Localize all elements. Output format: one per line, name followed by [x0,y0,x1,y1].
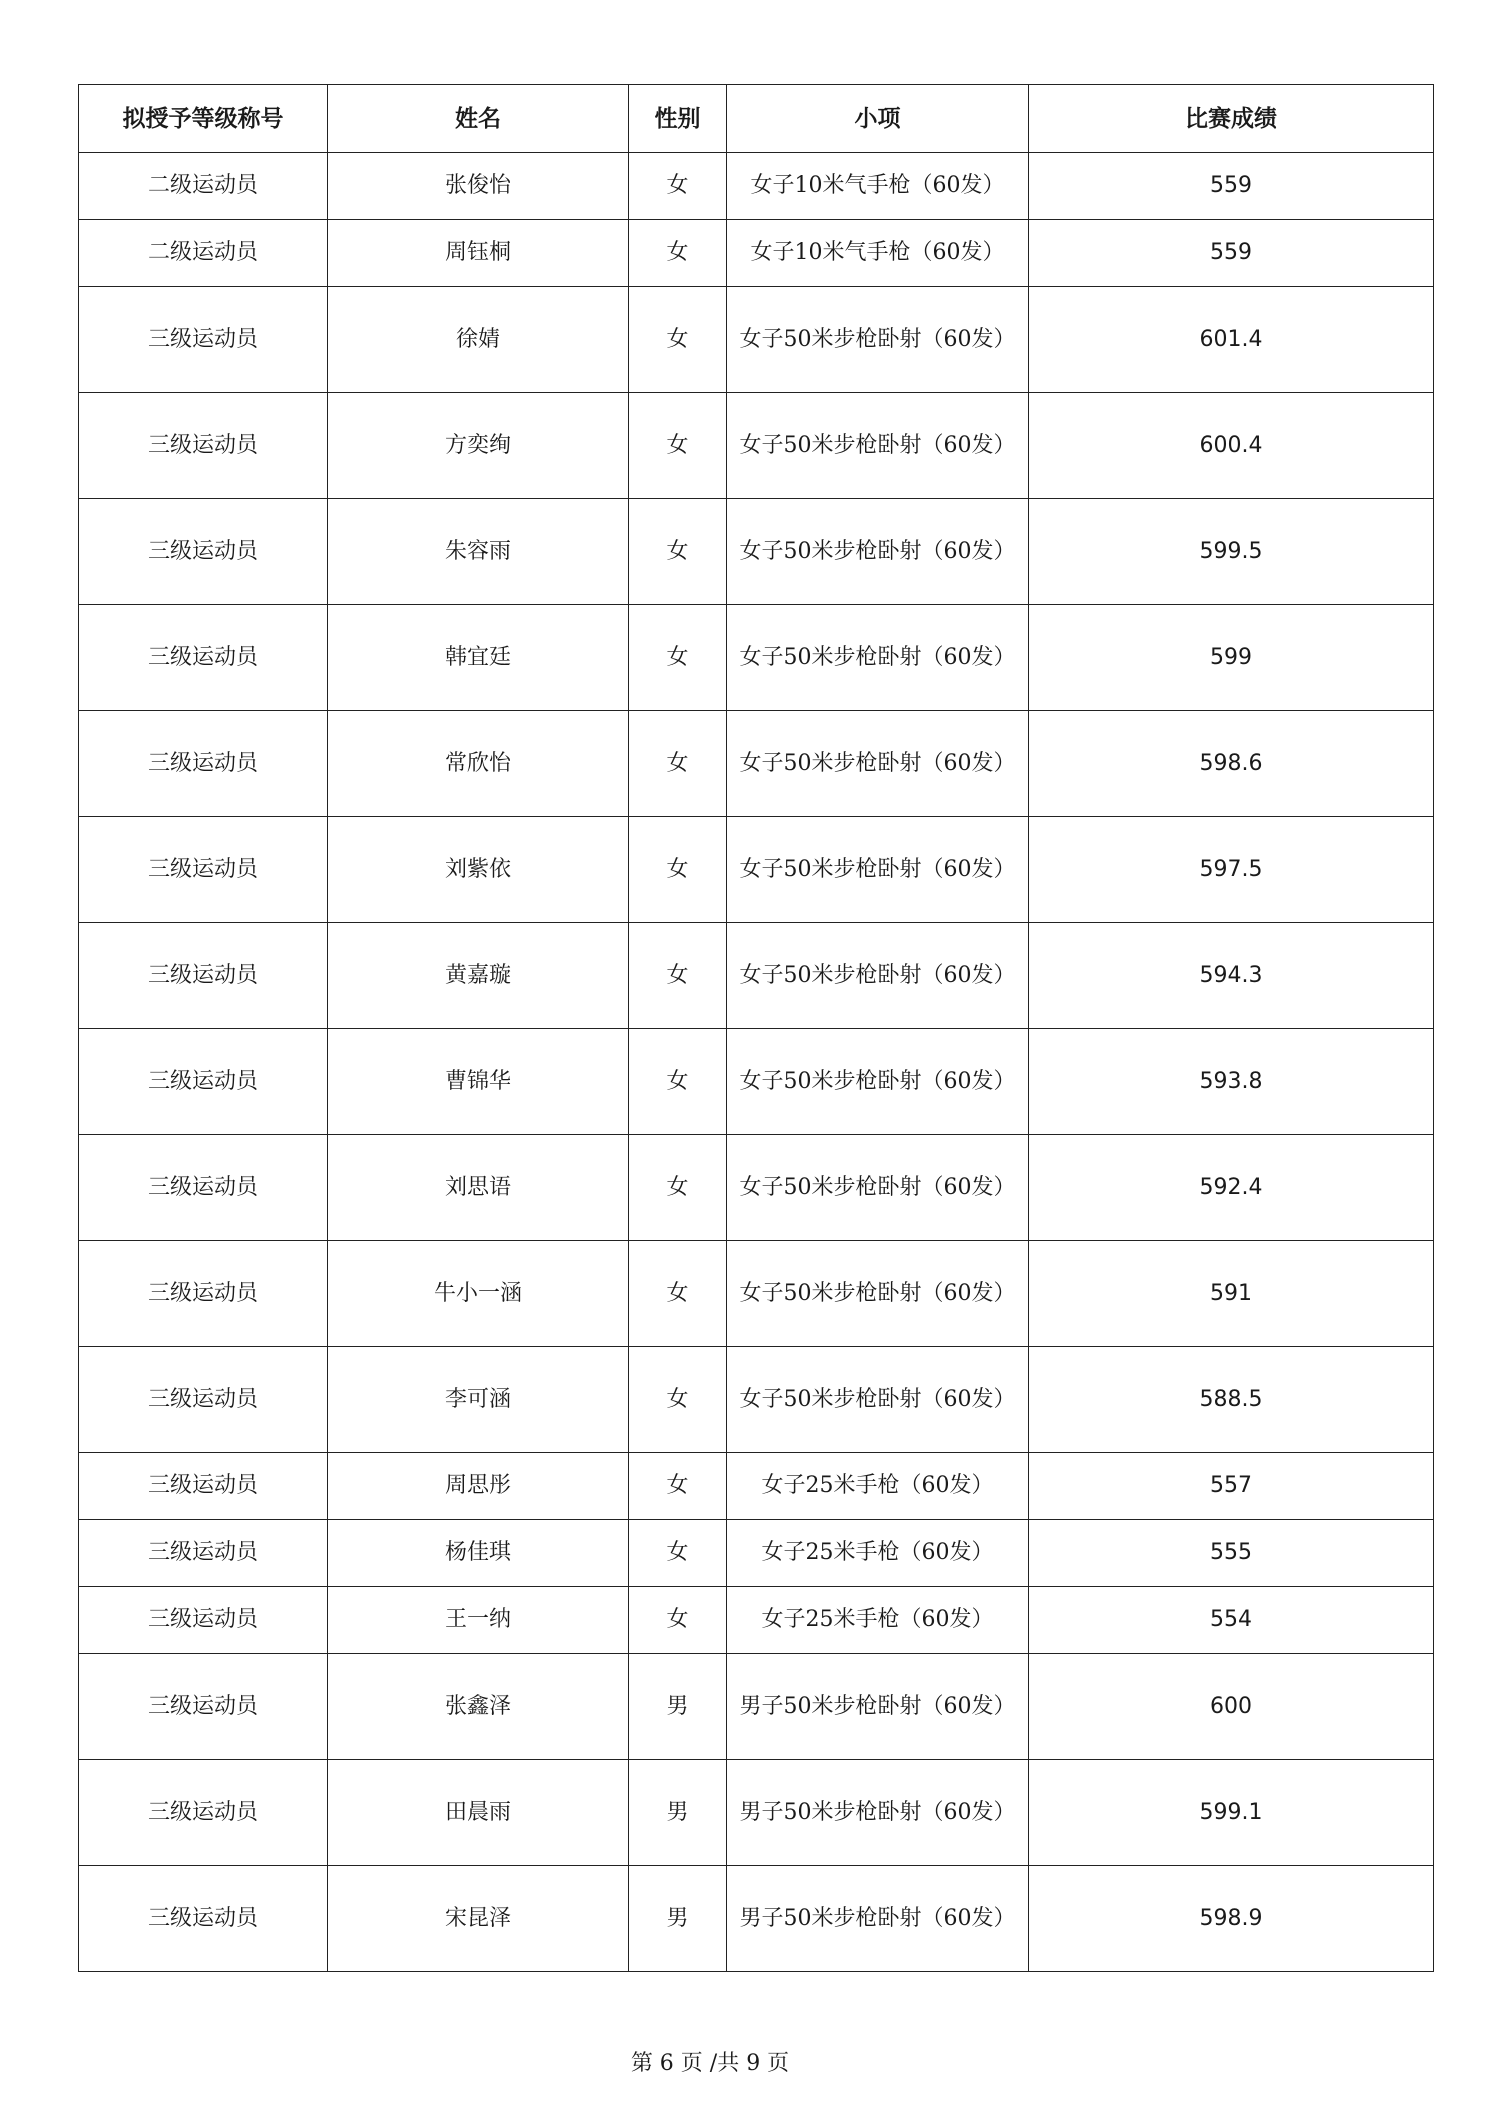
cell-score: 559 [1029,153,1434,220]
table-row [79,1241,1434,1347]
cell-grade: 二级运动员 [79,153,328,220]
table-row [79,1866,1434,1972]
table-row [79,287,1434,393]
cell-score: 591 [1029,1241,1434,1347]
header-score: 比赛成绩 [1029,85,1434,153]
cell-gender: 女 [629,1135,727,1241]
table-row [79,1654,1434,1760]
cell-grade: 三级运动员 [79,1241,328,1347]
cell-score: 554 [1029,1587,1434,1654]
header-gender: 性别 [629,85,727,153]
cell-name: 牛小一涵 [328,1241,629,1347]
table-row [79,393,1434,499]
cell-name: 李可涵 [328,1347,629,1453]
cell-grade: 三级运动员 [79,1587,328,1654]
cell-event: 女子10米气手枪（60发） [727,153,1029,220]
cell-gender: 女 [629,1587,727,1654]
cell-name: 周钰桐 [328,220,629,287]
header-name: 姓名 [328,85,629,153]
cell-name: 常欣怡 [328,711,629,817]
cell-event: 女子50米步枪卧射（60发） [727,287,1029,393]
cell-event: 女子50米步枪卧射（60发） [727,1135,1029,1241]
cell-score: 600 [1029,1654,1434,1760]
header-grade: 拟授予等级称号 [79,85,328,153]
cell-event: 女子50米步枪卧射（60发） [727,1029,1029,1135]
cell-gender: 女 [629,393,727,499]
table-row [79,605,1434,711]
cell-gender: 女 [629,153,727,220]
cell-gender: 男 [629,1654,727,1760]
cell-grade: 三级运动员 [79,1135,328,1241]
page-number: 第 6 页 /共 9 页 [630,2051,790,2076]
header-event: 小项 [727,85,1029,153]
cell-event: 男子50米步枪卧射（60发） [727,1866,1029,1972]
cell-grade: 三级运动员 [79,499,328,605]
table-header-row [79,85,1434,153]
cell-event: 女子50米步枪卧射（60发） [727,923,1029,1029]
athlete-grade-table [78,84,1434,1972]
cell-gender: 女 [629,605,727,711]
cell-event: 女子25米手枪（60发） [727,1587,1029,1654]
cell-name: 韩宜廷 [328,605,629,711]
cell-name: 朱容雨 [328,499,629,605]
cell-event: 女子50米步枪卧射（60发） [727,1241,1029,1347]
cell-gender: 女 [629,220,727,287]
cell-gender: 女 [629,287,727,393]
table-row [79,1029,1434,1135]
table-row [79,817,1434,923]
cell-event: 女子25米手枪（60发） [727,1453,1029,1520]
cell-grade: 三级运动员 [79,1866,328,1972]
table-row [79,1453,1434,1520]
cell-gender: 女 [629,817,727,923]
cell-gender: 女 [629,1453,727,1520]
table-row [79,711,1434,817]
cell-event: 女子50米步枪卧射（60发） [727,605,1029,711]
table-row [79,1520,1434,1587]
cell-score: 598.6 [1029,711,1434,817]
table-row [79,220,1434,287]
cell-gender: 女 [629,923,727,1029]
cell-name: 方奕绚 [328,393,629,499]
cell-event: 女子50米步枪卧射（60发） [727,393,1029,499]
table-body [79,153,1434,1972]
cell-grade: 三级运动员 [79,923,328,1029]
cell-score: 598.9 [1029,1866,1434,1972]
cell-name: 黄嘉璇 [328,923,629,1029]
cell-name: 张鑫泽 [328,1654,629,1760]
table-row [79,1135,1434,1241]
table-row [79,1587,1434,1654]
cell-grade: 三级运动员 [79,1453,328,1520]
cell-score: 600.4 [1029,393,1434,499]
cell-name: 杨佳琪 [328,1520,629,1587]
cell-gender: 男 [629,1866,727,1972]
cell-grade: 三级运动员 [79,393,328,499]
cell-event: 女子50米步枪卧射（60发） [727,817,1029,923]
cell-event: 女子50米步枪卧射（60发） [727,1347,1029,1453]
cell-name: 徐婧 [328,287,629,393]
table-row [79,923,1434,1029]
cell-score: 599 [1029,605,1434,711]
cell-grade: 二级运动员 [79,220,328,287]
cell-score: 588.5 [1029,1347,1434,1453]
cell-grade: 三级运动员 [79,1654,328,1760]
cell-name: 宋昆泽 [328,1866,629,1972]
cell-grade: 三级运动员 [79,605,328,711]
cell-score: 601.4 [1029,287,1434,393]
cell-gender: 女 [629,1347,727,1453]
cell-gender: 女 [629,1520,727,1587]
cell-name: 张俊怡 [328,153,629,220]
cell-event: 男子50米步枪卧射（60发） [727,1654,1029,1760]
cell-gender: 女 [629,499,727,605]
cell-name: 曹锦华 [328,1029,629,1135]
cell-grade: 三级运动员 [79,287,328,393]
cell-gender: 男 [629,1760,727,1866]
cell-gender: 女 [629,1241,727,1347]
cell-grade: 三级运动员 [79,1347,328,1453]
cell-event: 男子50米步枪卧射（60发） [727,1760,1029,1866]
cell-score: 555 [1029,1520,1434,1587]
cell-name: 田晨雨 [328,1760,629,1866]
cell-score: 557 [1029,1453,1434,1520]
cell-score: 592.4 [1029,1135,1434,1241]
cell-event: 女子50米步枪卧射（60发） [727,499,1029,605]
cell-event: 女子10米气手枪（60发） [727,220,1029,287]
cell-name: 刘紫依 [328,817,629,923]
table-row [79,499,1434,605]
cell-score: 593.8 [1029,1029,1434,1135]
cell-name: 周思彤 [328,1453,629,1520]
cell-event: 女子25米手枪（60发） [727,1520,1029,1587]
cell-name: 王一纳 [328,1587,629,1654]
cell-event: 女子50米步枪卧射（60发） [727,711,1029,817]
cell-score: 594.3 [1029,923,1434,1029]
cell-score: 597.5 [1029,817,1434,923]
cell-grade: 三级运动员 [79,711,328,817]
table-row [79,1347,1434,1453]
cell-gender: 女 [629,1029,727,1135]
cell-grade: 三级运动员 [79,1760,328,1866]
table-row [79,1760,1434,1866]
cell-score: 599.1 [1029,1760,1434,1866]
cell-score: 559 [1029,220,1434,287]
cell-grade: 三级运动员 [79,1029,328,1135]
cell-grade: 三级运动员 [79,1520,328,1587]
cell-gender: 女 [629,711,727,817]
cell-name: 刘思语 [328,1135,629,1241]
cell-grade: 三级运动员 [79,817,328,923]
cell-score: 599.5 [1029,499,1434,605]
table-row [79,153,1434,220]
